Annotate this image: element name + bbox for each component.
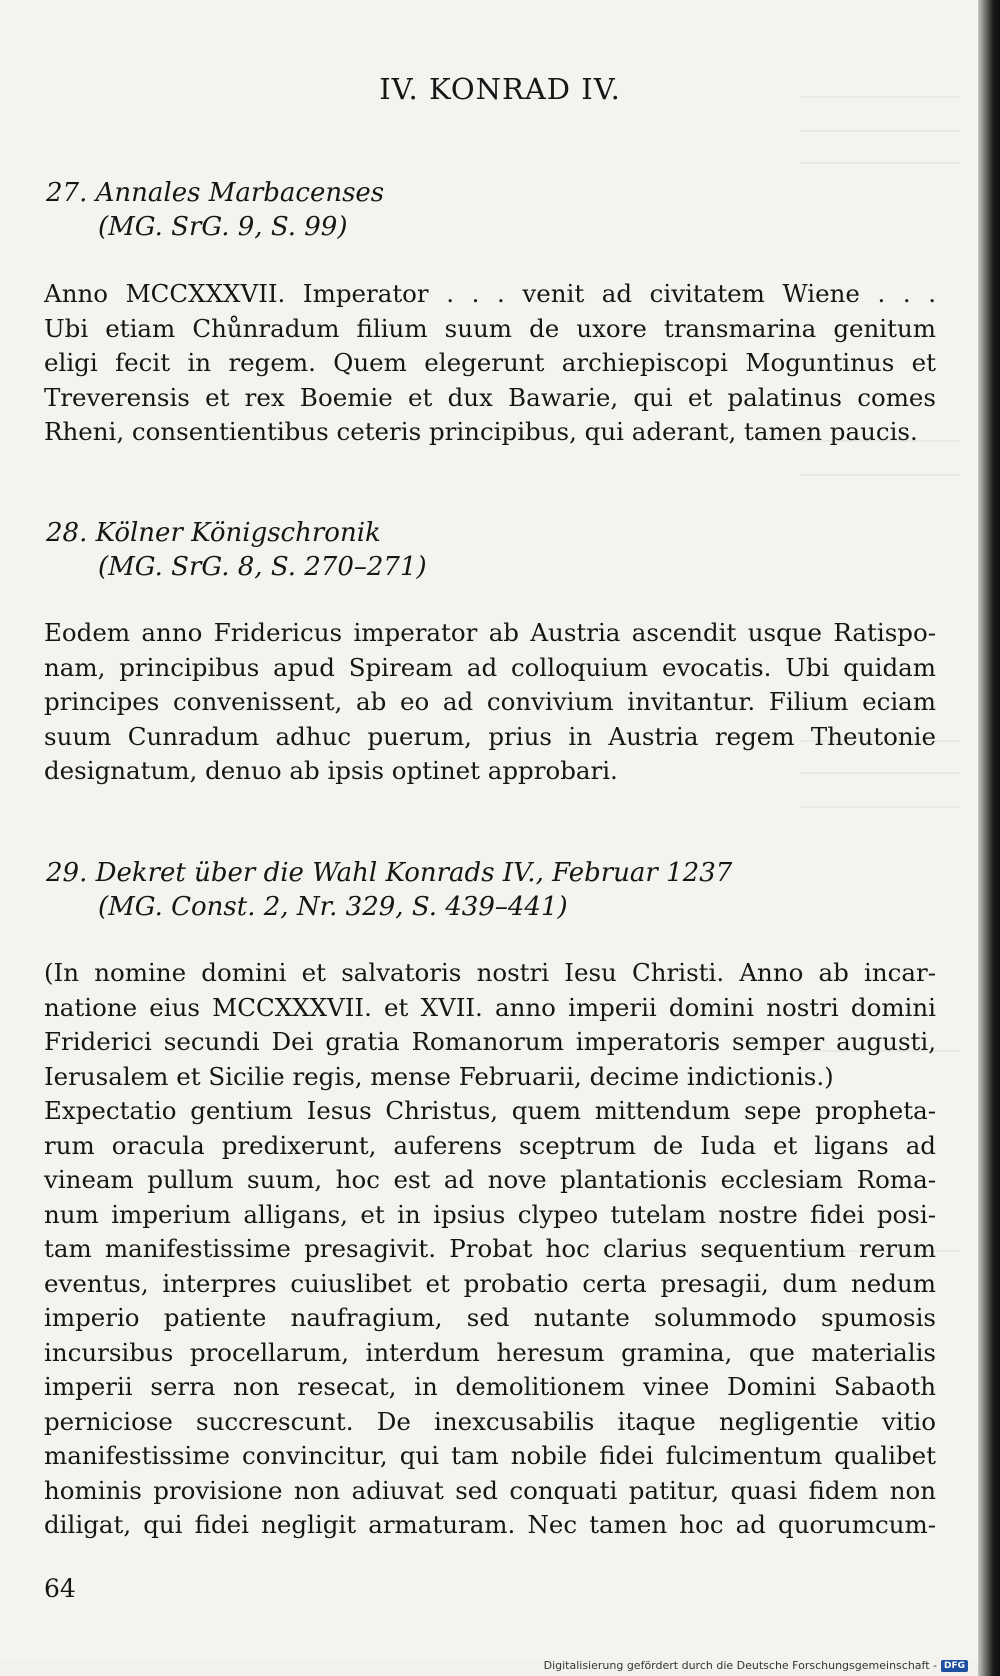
section-heading-citation: (MG. SrG. 9, S. 99) — [98, 212, 348, 242]
digitization-credit — [544, 1659, 968, 1672]
section-heading-title: 27. Annales Marbacenses — [46, 178, 385, 208]
text-line: Ierusalem et Sicilie regis, mense Februarii, decime indictionis.) — [44, 1061, 834, 1091]
text-line: Eodem anno Fridericus imperator ab Austria ascendit usque Ratispo- — [44, 618, 936, 647]
section-text-29 — [44, 956, 936, 1543]
dfg-logo: DFG — [941, 1660, 968, 1672]
text-line: Friderici secundi Dei gratia Romanorum imperatoris semper augusti, — [44, 1027, 936, 1056]
text-line: (In nomine domini et salvatoris nostri Iesu Christi. Anno ab incar- — [44, 958, 936, 987]
section-heading-27 — [46, 176, 384, 244]
text-line: Rheni, consentientibus ceteris principibus, qui aderant, tamen paucis. — [44, 417, 918, 446]
text-line: Treverensis et rex Boemie et dux Bawarie, qui et palatinus comes — [44, 382, 936, 412]
text-line: suum Cunradum adhuc puerum, prius in Austria regem Theutonie — [44, 721, 936, 751]
section-heading-28 — [46, 516, 427, 584]
text-line: rum oracula predixerunt, auferens sceptrum de Iuda et ligans ad — [44, 1130, 936, 1160]
section-text-28 — [44, 616, 936, 789]
text-line: tam manifestissime presagivit. Probat hoc clarius sequentium rerum — [44, 1234, 936, 1263]
scan-edge-shadow — [978, 0, 1000, 1676]
chapter-title: IV. KONRAD IV. — [379, 72, 621, 106]
page-number: 64 — [44, 1574, 76, 1603]
text-line: hominis provisione non adiuvat sed conquati patitur, quasi fidem non — [44, 1475, 936, 1505]
text-line: eventus, interpres cuiuslibet et probatio certa presagii, dum nedum — [44, 1268, 936, 1298]
text-line: Ubi etiam Chůnradum filium suum de uxore transmarina genitum — [44, 313, 936, 343]
text-line: vineam pullum suum, hoc est ad nove plantationis ecclesiam Roma- — [44, 1165, 936, 1194]
text-line: designatum, denuo ab ipsis optinet approbari. — [44, 756, 618, 785]
text-line: imperii serra non resecat, in demolitionem vinee Domini Sabaoth — [44, 1372, 936, 1401]
section-heading-29 — [46, 856, 732, 924]
text-line: Anno MCCXXXVII. Imperator . . . venit ad civitatem Wiene . . . — [44, 279, 936, 308]
text-line: principes convenissent, ab eo ad convivium invitantur. Filium eciam — [44, 687, 936, 716]
text-line: eligi fecit in regem. Quem elegerunt archiepiscopi Moguntinus et — [44, 348, 936, 377]
text-line: imperio patiente naufragium, sed nutante solummodo spumosis — [44, 1303, 936, 1332]
section-text-27 — [44, 277, 936, 450]
section-heading-title: 28. Kölner Königschronik — [46, 518, 381, 548]
text-line: diligat, qui fidei negligit armaturam. Nec tamen hoc ad quorumcum- — [44, 1510, 936, 1539]
text-line: nam, principibus apud Spiream ad colloquium evocatis. Ubi quidam — [44, 652, 936, 682]
section-heading-title: 29. Dekret über die Wahl Konrads IV., Februar 1237 — [46, 858, 733, 888]
credit-text: Digitalisierung gefördert durch die Deutsche Forschungsgemeinschaft - — [543, 1659, 937, 1672]
text-line: manifestissime convincitur, qui tam nobile fidei fulcimentum qualibet — [44, 1441, 936, 1470]
text-line: perniciose succrescunt. De inexcusabilis itaque negligentie vitio — [44, 1406, 936, 1436]
text-line: natione eius MCCXXXVII. et XVII. anno imperii domini nostri domini — [44, 992, 936, 1022]
section-heading-citation: (MG. Const. 2, Nr. 329, S. 439–441) — [98, 892, 568, 922]
text-line: num imperium alligans, et in ipsius clypeo tutelam nostre fidei posi- — [44, 1199, 936, 1229]
section-heading-citation: (MG. SrG. 8, S. 270–271) — [98, 552, 427, 582]
text-line: Expectatio gentium Iesus Christus, quem mittendum sepe propheta- — [44, 1096, 936, 1125]
text-line: incursibus procellarum, interdum heresum gramina, que materialis — [44, 1337, 936, 1367]
